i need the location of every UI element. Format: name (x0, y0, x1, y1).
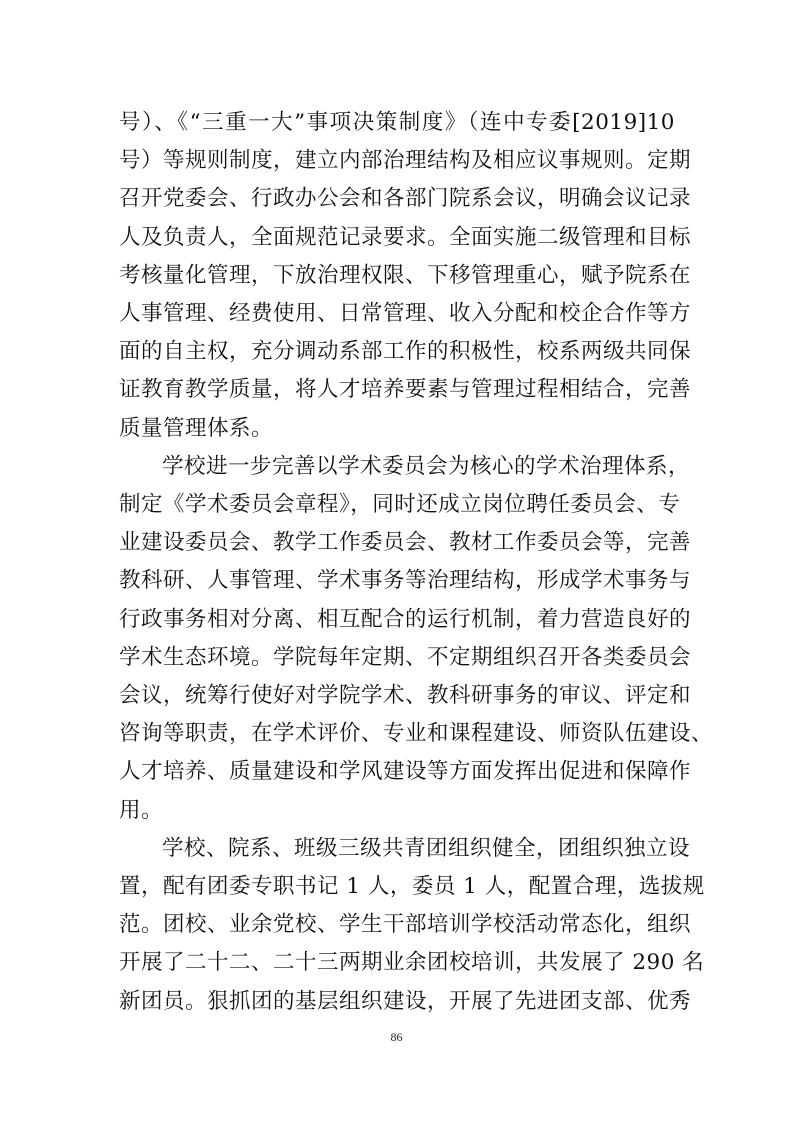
paragraph-3-line-2: 置，配有团委专职书记 1 人，委员 1 人，配置合理，选拔规 (119, 874, 705, 899)
paragraph-1-line-1: 号）、《“三重一大”事项决策制度》（连中专委[2019]10 (119, 110, 675, 135)
paragraph-2-line-1: 学校进一步完善以学术委员会为核心的学术治理体系， (162, 453, 691, 479)
paragraph-3-line-5: 新团员。狠抓团的基层组织建设，开展了先进团支部、优秀 (119, 988, 692, 1014)
paragraph-2-line-6: 学术生态环境。学院每年定期、不定期组织召开各类委员会 (119, 644, 692, 670)
paragraph-2-line-10: 用。 (119, 797, 164, 823)
paragraph-2-line-3: 业建设委员会、教学工作委员会、教材工作委员会等，完善 (119, 530, 692, 556)
paragraph-3-line-1: 学校、院系、班级三级共青团组织健全，团组织独立设 (162, 835, 691, 861)
paragraph-2-line-2: 制定《学术委员会章程》，同时还成立岗位聘任委员会、专 (119, 492, 681, 517)
paragraph-3-line-3: 范。团校、业余党校、学生干部培训学校活动常态化，组织 (119, 912, 692, 938)
paragraph-1-line-5: 考核量化管理，下放治理权限、下移管理重心，赋予院系在 (119, 262, 692, 288)
paragraph-3-line-4: 开展了二十二、二十三两期业余团校培训，共发展了 290 名 (119, 950, 705, 976)
paragraph-1-line-6: 人事管理、经费使用、日常管理、收入分配和校企合作等方 (119, 301, 692, 326)
paragraph-1-line-8: 证教育教学质量，将人才培养要素与管理过程相结合，完善 (119, 377, 692, 403)
page-number: 86 (390, 1030, 403, 1044)
paragraph-1-line-9: 质量管理体系。 (119, 415, 274, 441)
paragraph-1-line-4: 人及负责人，全面规范记录要求。全面实施二级管理和目标 (119, 224, 692, 250)
paragraph-1-line-3: 召开党委会、行政办公会和各部门院系会议，明确会议记录 (119, 186, 692, 212)
paragraph-2-line-7: 会议，统筹行使好对学院学术、教科研事务的审议、评定和 (119, 683, 692, 708)
paragraph-2-line-9: 人才培养、质量建设和学风建设等方面发挥出促进和保障作 (119, 759, 692, 785)
paragraph-2-line-8: 咨询等职责，在学术评价、专业和课程建设、师资队伍建设、 (119, 721, 714, 747)
paragraph-1-line-7: 面的自主权，充分调动系部工作的积极性，校系两级共同保 (119, 339, 692, 365)
paragraph-1-line-2: 号）等规则制度，建立内部治理结构及相应议事规则。定期 (119, 148, 692, 174)
paragraph-2-line-4: 教科研、人事管理、学术事务等治理结构，形成学术事务与 (119, 568, 692, 594)
paragraph-2-line-5: 行政事务相对分离、相互配合的运行机制，着力营造良好的 (119, 606, 692, 632)
